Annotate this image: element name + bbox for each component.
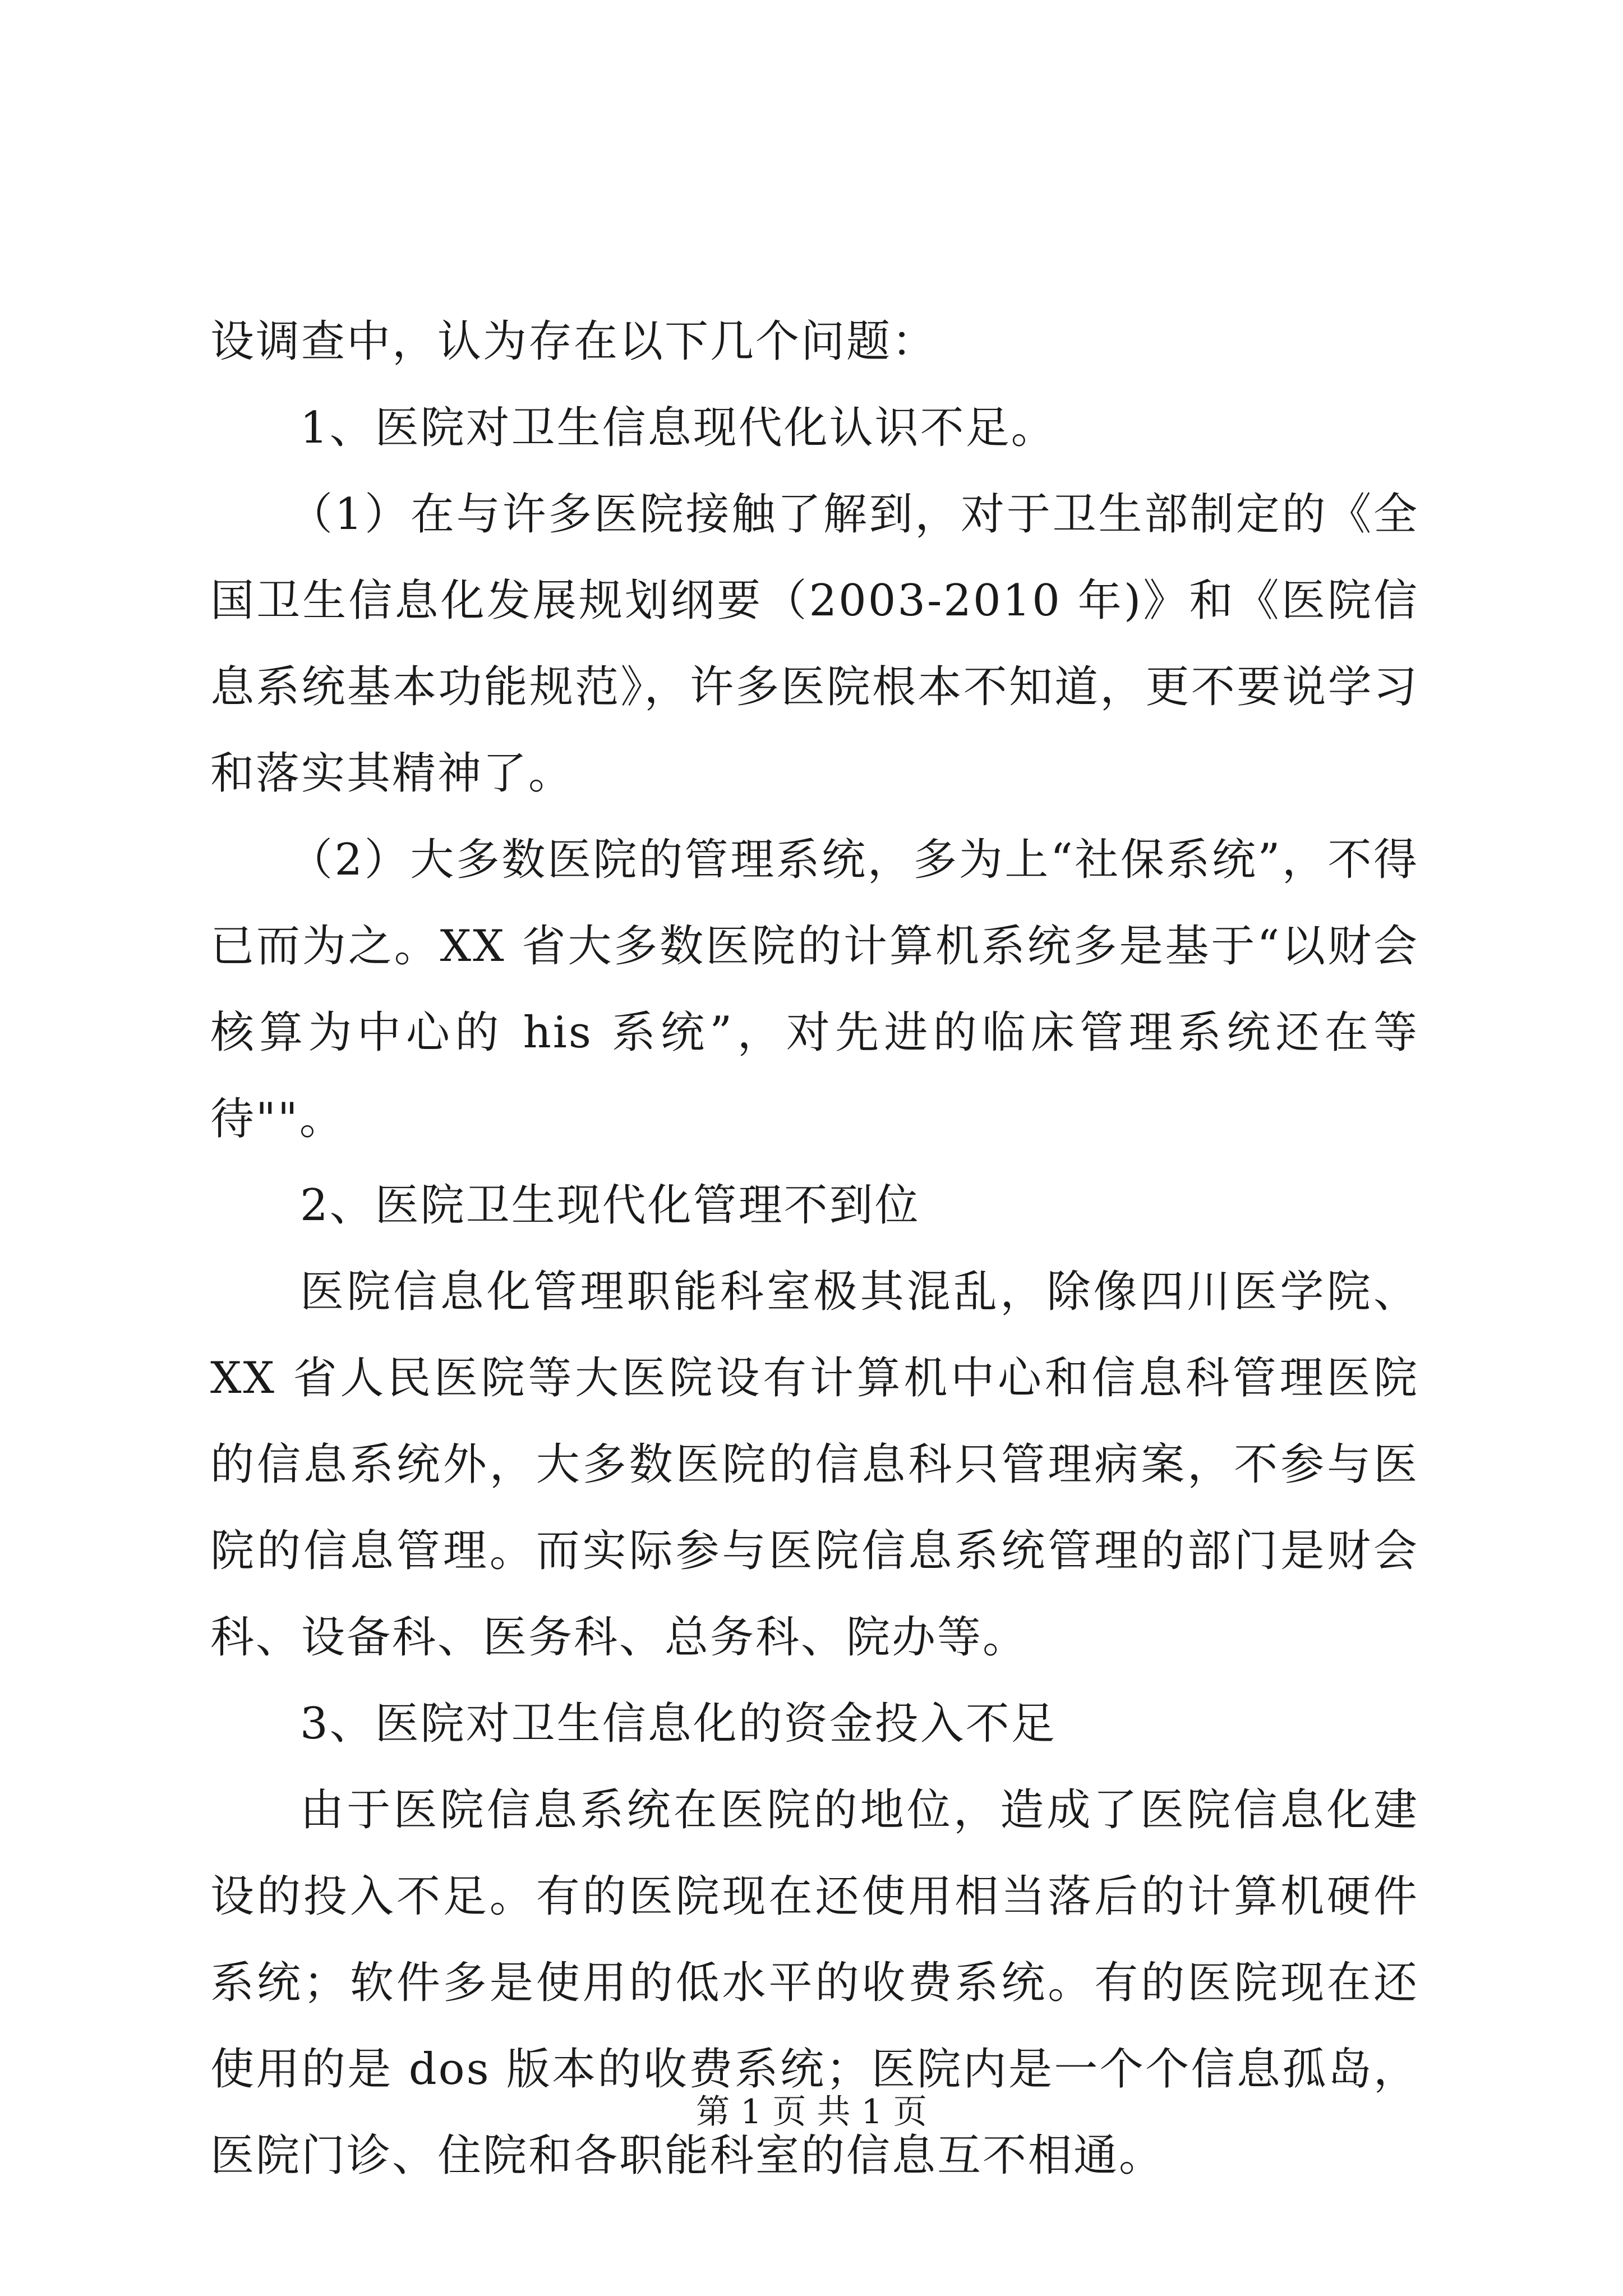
paragraph-issue-1-point-1: （1）在与许多医院接触了解到，对于卫生部制定的《全国卫生信息化发展规划纲要（2003-2010 年)》和《医院信息系统基本功能规范》，许多医院根本不知道，更不要说学习和落实其精神了。	[210, 489, 1419, 799]
paragraph-issue-1-point-2: （2）大多数医院的管理系统，多为上“社保系统”，不得已而为之。XX 省大多数医院的计算机系统多是基于“以财会核算为中心的 his 系统”，对先进的临床管理系统还在等待""。	[210, 835, 1419, 1144]
heading-issue-2: 2、医院卫生现代化管理不到位	[300, 1180, 920, 1231]
paragraph-intro: 设调查中，认为存在以下几个问题：	[210, 316, 938, 367]
heading-issue-3: 3、医院对卫生信息化的资金投入不足	[300, 1699, 1057, 1749]
page-footer: 第 1 页 共 1 页	[696, 2092, 927, 2132]
paragraph-issue-3-body: 由于医院信息系统在医院的地位，造成了医院信息化建设的投入不足。有的医院现在还使用相当落后的计算机硬件系统；软件多是使用的低水平的收费系统。有的医院现在还使用的是 dos 版本的收费系统；医院内是一个个信息孤岛，医院门诊、住院和各职能科室的信息互不相通。	[210, 1785, 1419, 2181]
paragraph-issue-2-body: 医院信息化管理职能科室极其混乱，除像四川医学院、XX 省人民医院等大医院设有计算机中心和信息科管理医院的信息系统外，大多数医院的信息科只管理病案，不参与医院的信息管理。而实际参与医院信息系统管理的部门是财会科、设备科、医务科、总务科、院办等。	[210, 1267, 1419, 1663]
heading-issue-1: 1、医院对卫生信息现代化认识不足。	[300, 403, 1057, 453]
document-body	[210, 298, 1419, 2199]
